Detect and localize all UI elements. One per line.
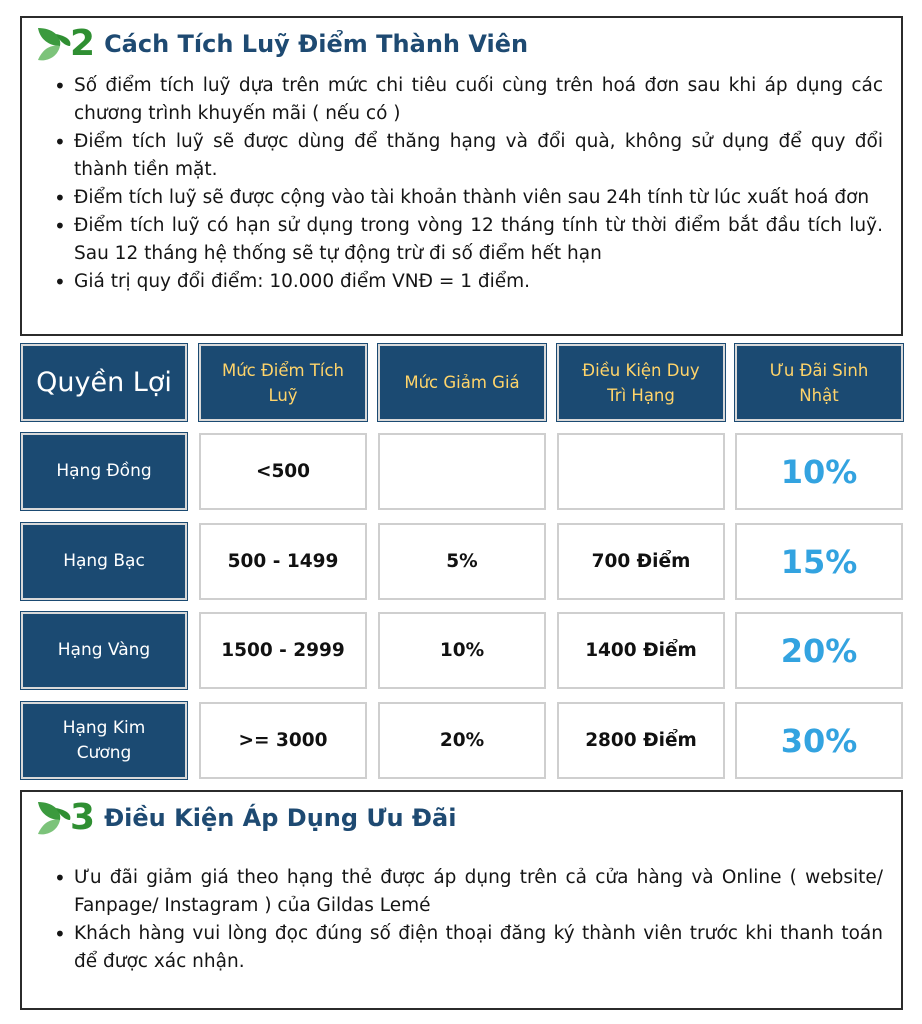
table-cell-maintain: 700 Điểm bbox=[557, 523, 725, 600]
table-cell-points: 500 - 1499 bbox=[199, 523, 367, 600]
table-cell-birthday: 10% bbox=[735, 433, 903, 510]
section-2-bullet-list bbox=[74, 72, 883, 296]
table-row-rank: Hạng Bạc bbox=[21, 523, 187, 600]
list-item: • Điểm tích luỹ sẽ được dùng để thăng hạng và đổi quà, không sử dụng để quy đổi thành tiền mặt. bbox=[74, 128, 883, 184]
table-row-rank: Hạng Kim Cương bbox=[21, 702, 187, 779]
list-item: • Giá trị quy đổi điểm: 10.000 điểm VNĐ = 1 điểm. bbox=[74, 268, 883, 296]
table-cell-birthday: 30% bbox=[735, 702, 903, 779]
list-item: • Khách hàng vui lòng đọc đúng số điện thoại đăng ký thành viên trước khi thanh toán để được xác nhận. bbox=[74, 920, 883, 976]
section-2-heading bbox=[36, 24, 528, 64]
section-3-box bbox=[20, 790, 903, 1010]
table-header-maintain: Điều Kiện Duy Trì Hạng bbox=[557, 344, 725, 421]
section-2-number: 2 bbox=[70, 23, 95, 64]
table-cell-discount: 10% bbox=[378, 612, 546, 689]
list-item: • Số điểm tích luỹ dựa trên mức chi tiêu cuối cùng trên hoá đơn sau khi áp dụng các chương trình khuyến mãi ( nếu có ) bbox=[74, 72, 883, 128]
table-cell-points: >= 3000 bbox=[199, 702, 367, 779]
table-cell-birthday: 20% bbox=[735, 612, 903, 689]
list-item: • Điểm tích luỹ có hạn sử dụng trong vòng 12 tháng tính từ thời điểm bắt đầu tích luỹ. Sau 12 tháng hệ thống sẽ tự động trừ đi số điểm hết hạn bbox=[74, 212, 883, 268]
table-cell-maintain bbox=[557, 433, 725, 510]
section-3-number: 3 bbox=[70, 797, 95, 838]
table-cell-birthday: 15% bbox=[735, 523, 903, 600]
table-cell-discount: 5% bbox=[378, 523, 546, 600]
table-header-birthday: Ưu Đãi Sinh Nhật bbox=[735, 344, 903, 421]
table-cell-maintain: 1400 Điểm bbox=[557, 612, 725, 689]
list-item: • Điểm tích luỹ sẽ được cộng vào tài khoản thành viên sau 24h tính từ lúc xuất hoá đơn bbox=[74, 184, 883, 212]
list-item: • Ưu đãi giảm giá theo hạng thẻ được áp dụng trên cả cửa hàng và Online ( website/ Fanpage/ Instagram ) của Gildas Lemé bbox=[74, 864, 883, 920]
section-3-title: Điều Kiện Áp Dụng Ưu Đãi bbox=[104, 804, 457, 832]
table-cell-discount bbox=[378, 433, 546, 510]
table-cell-discount: 20% bbox=[378, 702, 546, 779]
table-row-rank: Hạng Vàng bbox=[21, 612, 187, 689]
table-header-discount: Mức Giảm Giá bbox=[378, 344, 546, 421]
table-row-rank: Hạng Đồng bbox=[21, 433, 187, 510]
table-cell-points: <500 bbox=[199, 433, 367, 510]
section-2-title: Cách Tích Luỹ Điểm Thành Viên bbox=[104, 30, 529, 58]
table-cell-maintain: 2800 Điểm bbox=[557, 702, 725, 779]
table-header-points: Mức Điểm Tích Luỹ bbox=[199, 344, 367, 421]
section-3-heading bbox=[36, 798, 456, 838]
section-3-bullet-list bbox=[74, 864, 883, 976]
section-2-box bbox=[20, 16, 903, 336]
table-header-benefits: Quyền Lợi bbox=[21, 344, 187, 421]
table-cell-points: 1500 - 2999 bbox=[199, 612, 367, 689]
